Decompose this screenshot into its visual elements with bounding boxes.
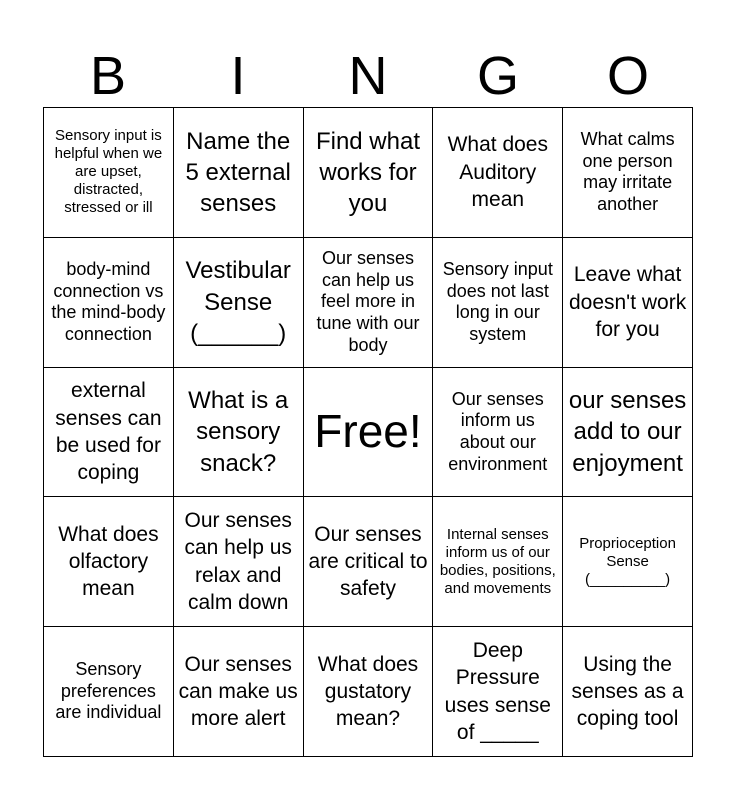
bingo-cell[interactable]: external senses can be used for coping — [44, 368, 174, 498]
bingo-cell[interactable]: Sensory preferences are individual — [44, 627, 174, 757]
bingo-cell[interactable]: What calms one person may irritate another — [563, 108, 693, 238]
bingo-cell[interactable]: Our senses can help us feel more in tune with our body — [304, 238, 434, 368]
bingo-cell[interactable]: Find what works for you — [304, 108, 434, 238]
bingo-grid — [43, 107, 693, 757]
bingo-cell[interactable]: Our senses can help us relax and calm down — [174, 497, 304, 627]
bingo-cell[interactable]: Internal senses inform us of our bodies, positions, and movements — [433, 497, 563, 627]
bingo-cell[interactable]: Name the 5 external senses — [174, 108, 304, 238]
header-letter-n: N — [348, 46, 388, 106]
bingo-header — [43, 46, 693, 106]
bingo-cell[interactable]: Deep Pressure uses sense of _____ — [433, 627, 563, 757]
bingo-cell[interactable]: Sensory input is helpful when we are upset, distracted, stressed or ill — [44, 108, 174, 238]
header-letter-g: G — [476, 46, 519, 106]
bingo-cell[interactable]: Our senses inform us about our environment — [433, 368, 563, 498]
bingo-cell[interactable]: Our senses are critical to safety — [304, 497, 434, 627]
bingo-cell[interactable]: What does olfactory mean — [44, 497, 174, 627]
bingo-cell[interactable]: Using the senses as a coping tool — [563, 627, 693, 757]
bingo-cell[interactable]: What does Auditory mean — [433, 108, 563, 238]
free-space-cell[interactable]: Free! — [304, 368, 434, 498]
bingo-cell[interactable]: What is a sensory snack? — [174, 368, 304, 498]
bingo-cell[interactable]: Vestibular Sense (______) — [174, 238, 304, 368]
bingo-cell[interactable]: Proprioception Sense (_________) — [563, 497, 693, 627]
bingo-cell[interactable]: our senses add to our enjoyment — [563, 368, 693, 498]
header-letter-i: I — [230, 46, 246, 106]
bingo-cell[interactable]: Sensory input does not last long in our system — [433, 238, 563, 368]
bingo-cell[interactable]: Our senses can make us more alert — [174, 627, 304, 757]
header-letter-b: B — [89, 46, 127, 106]
bingo-cell[interactable]: body-mind connection vs the mind-body connection — [44, 238, 174, 368]
bingo-cell[interactable]: Leave what doesn't work for you — [563, 238, 693, 368]
bingo-cell[interactable]: What does gustatory mean? — [304, 627, 434, 757]
header-letter-o: O — [606, 46, 649, 106]
